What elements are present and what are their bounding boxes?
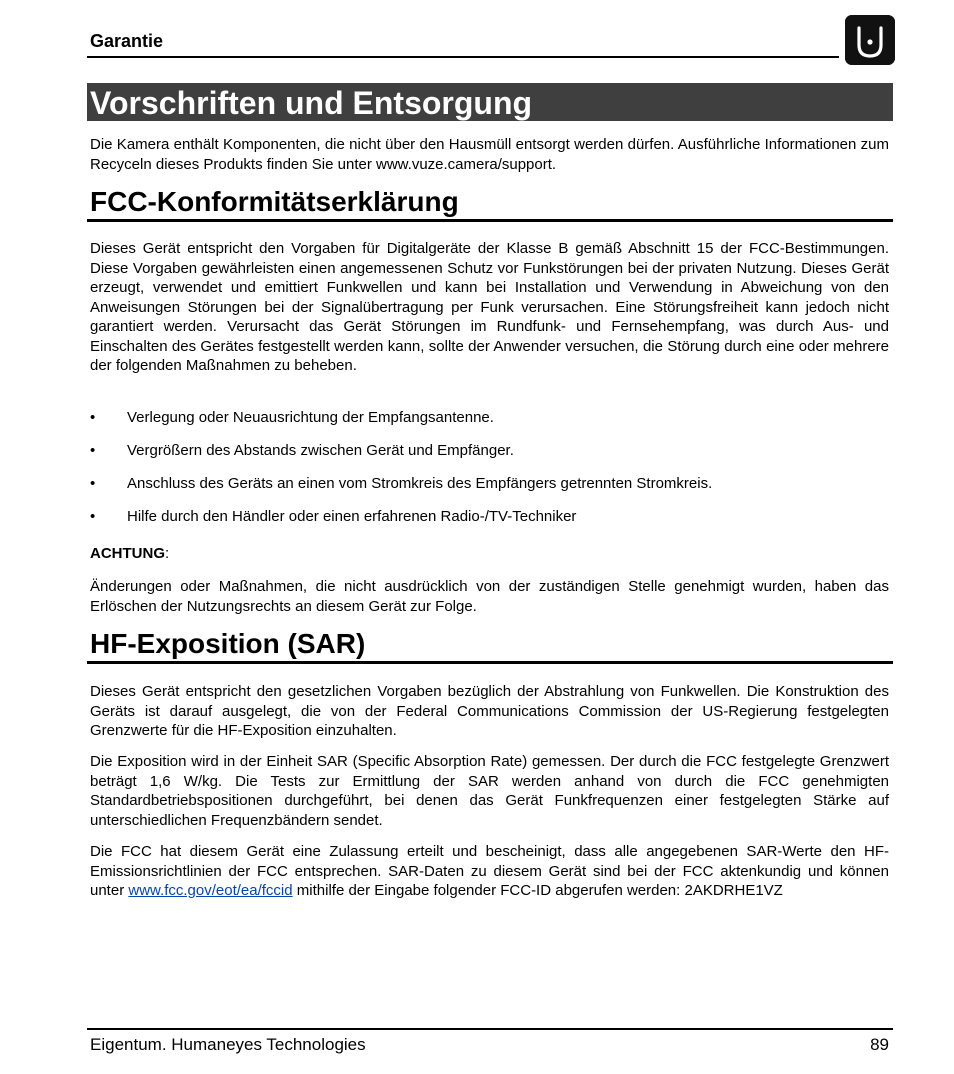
vuze-logo-icon [845, 15, 895, 65]
sar-section-heading [87, 627, 893, 664]
caution-line [90, 544, 889, 564]
intro-paragraph: Die Kamera enthält Komponenten, die nicht über den Hausmüll entsorgt werden dürfen. Ausführliche Informationen zum Recyceln dieses Produkts finden Sie unter www.vuze.camera/support. [90, 136, 889, 173]
list-item-text: Vergrößern des Abstands zwischen Gerät und Empfänger. [127, 442, 514, 459]
page-title: Vorschriften und Entsorgung [90, 85, 533, 121]
sar-paragraph-3-start: Die FCC hat diesem Gerät eine Zulassung erteilt und bescheinigt, dass alle angegebenen SAR-Werte den HF-Emissionsrichtlinien der FCC entsprechen. SAR-Daten zu diesem Gerät sind bei der FCC aktenkundig und können unter [90, 843, 889, 899]
bullet-icon: • [90, 442, 96, 459]
page-title-bar [87, 83, 893, 121]
fcc-id-link[interactable]: www.fcc.gov/eot/ea/fccid [128, 882, 293, 899]
footer-copyright: Eigentum. Humaneyes Technologies [90, 1035, 366, 1054]
fcc-section-heading [87, 185, 893, 222]
caution-label: ACHTUNG [90, 545, 165, 562]
caution-paragraph: Änderungen oder Maßnahmen, die nicht ausdrücklich von der zuständigen Stelle genehmigt wurden, haben das Erlöschen der Nutzungsrechts an diesem Gerät zur Folge. [90, 578, 889, 615]
bullet-icon: • [90, 475, 96, 492]
sar-paragraph-2: Die Exposition wird in der Einheit SAR (Specific Absorption Rate) gemessen. Der durch die FCC festgelegte Grenzwert beträgt 1,6 W/kg. Die Tests zur Ermittlung der SAR werden anhand von durch die FCC genehmigten Standardbetriebspositionen durchgeführt, bei denen das Gerät Funkfrequenzen einer festgelegten Stärke auf unterschiedlichen Frequenzbändern sendet. [90, 753, 889, 829]
fcc-heading: FCC-Konformitätserklärung [90, 186, 459, 217]
bullet-icon: • [90, 409, 96, 426]
header-divider [87, 56, 839, 58]
fcc-paragraph: Dieses Gerät entspricht den Vorgaben für Digitalgeräte der Klasse B gemäß Abschnitt 15 der FCC-Bestimmungen. Diese Vorgaben gewährleisten einen angemessenen Schutz vor Funkstörungen bei der privaten Nutzung. Dieses Gerät erzeugt, verwendet und emittiert Funkwellen und kann bei Installation und Verwendung in Abweichung von den Anweisungen Störungen bei der Signalübertragung per Funk verursachen. Eine Störungsfreiheit kann jedoch nicht garantiert werden. Verursacht das Gerät Störungen im Rundfunk- und Fernsehempfang, was durch Aus- und Einschalten des Gerätes festgestellt werden kann, sollte der Anwender versuchen, die Störung durch eine oder mehrere der folgenden Maßnahmen zu beheben. [90, 240, 889, 374]
bullet-icon: • [90, 508, 96, 525]
page-number: 89 [870, 1035, 889, 1054]
caution-colon: : [165, 545, 170, 562]
sar-heading: HF-Exposition (SAR) [90, 628, 366, 659]
sar-paragraph-3-end: mithilfe der Eingabe folgender FCC-ID abgerufen werden: 2AKDRHE1VZ [292, 882, 783, 899]
sar-paragraph-3 [90, 842, 889, 901]
list-item-text: Hilfe durch den Händler oder einen erfahrenen Radio-/TV-Techniker [127, 508, 577, 525]
footer-divider [87, 1028, 893, 1030]
sar-paragraph-1: Dieses Gerät entspricht den gesetzlichen Vorgaben bezüglich der Abstrahlung von Funkwellen. Die Konstruktion des Geräts ist darauf ausgelegt, die von der Federal Communications Commission der US-Regierung festgelegten Grenzwerte für die HF-Exposition einzuhalten. [90, 683, 889, 739]
list-item-text: Anschluss des Geräts an einen vom Stromkreis des Empfängers getrennten Stromkreis. [127, 475, 713, 492]
vuze-logo-graphic [845, 15, 895, 65]
running-header: Garantie [90, 31, 164, 51]
list-item-text: Verlegung oder Neuausrichtung der Empfangsantenne. [127, 409, 494, 426]
